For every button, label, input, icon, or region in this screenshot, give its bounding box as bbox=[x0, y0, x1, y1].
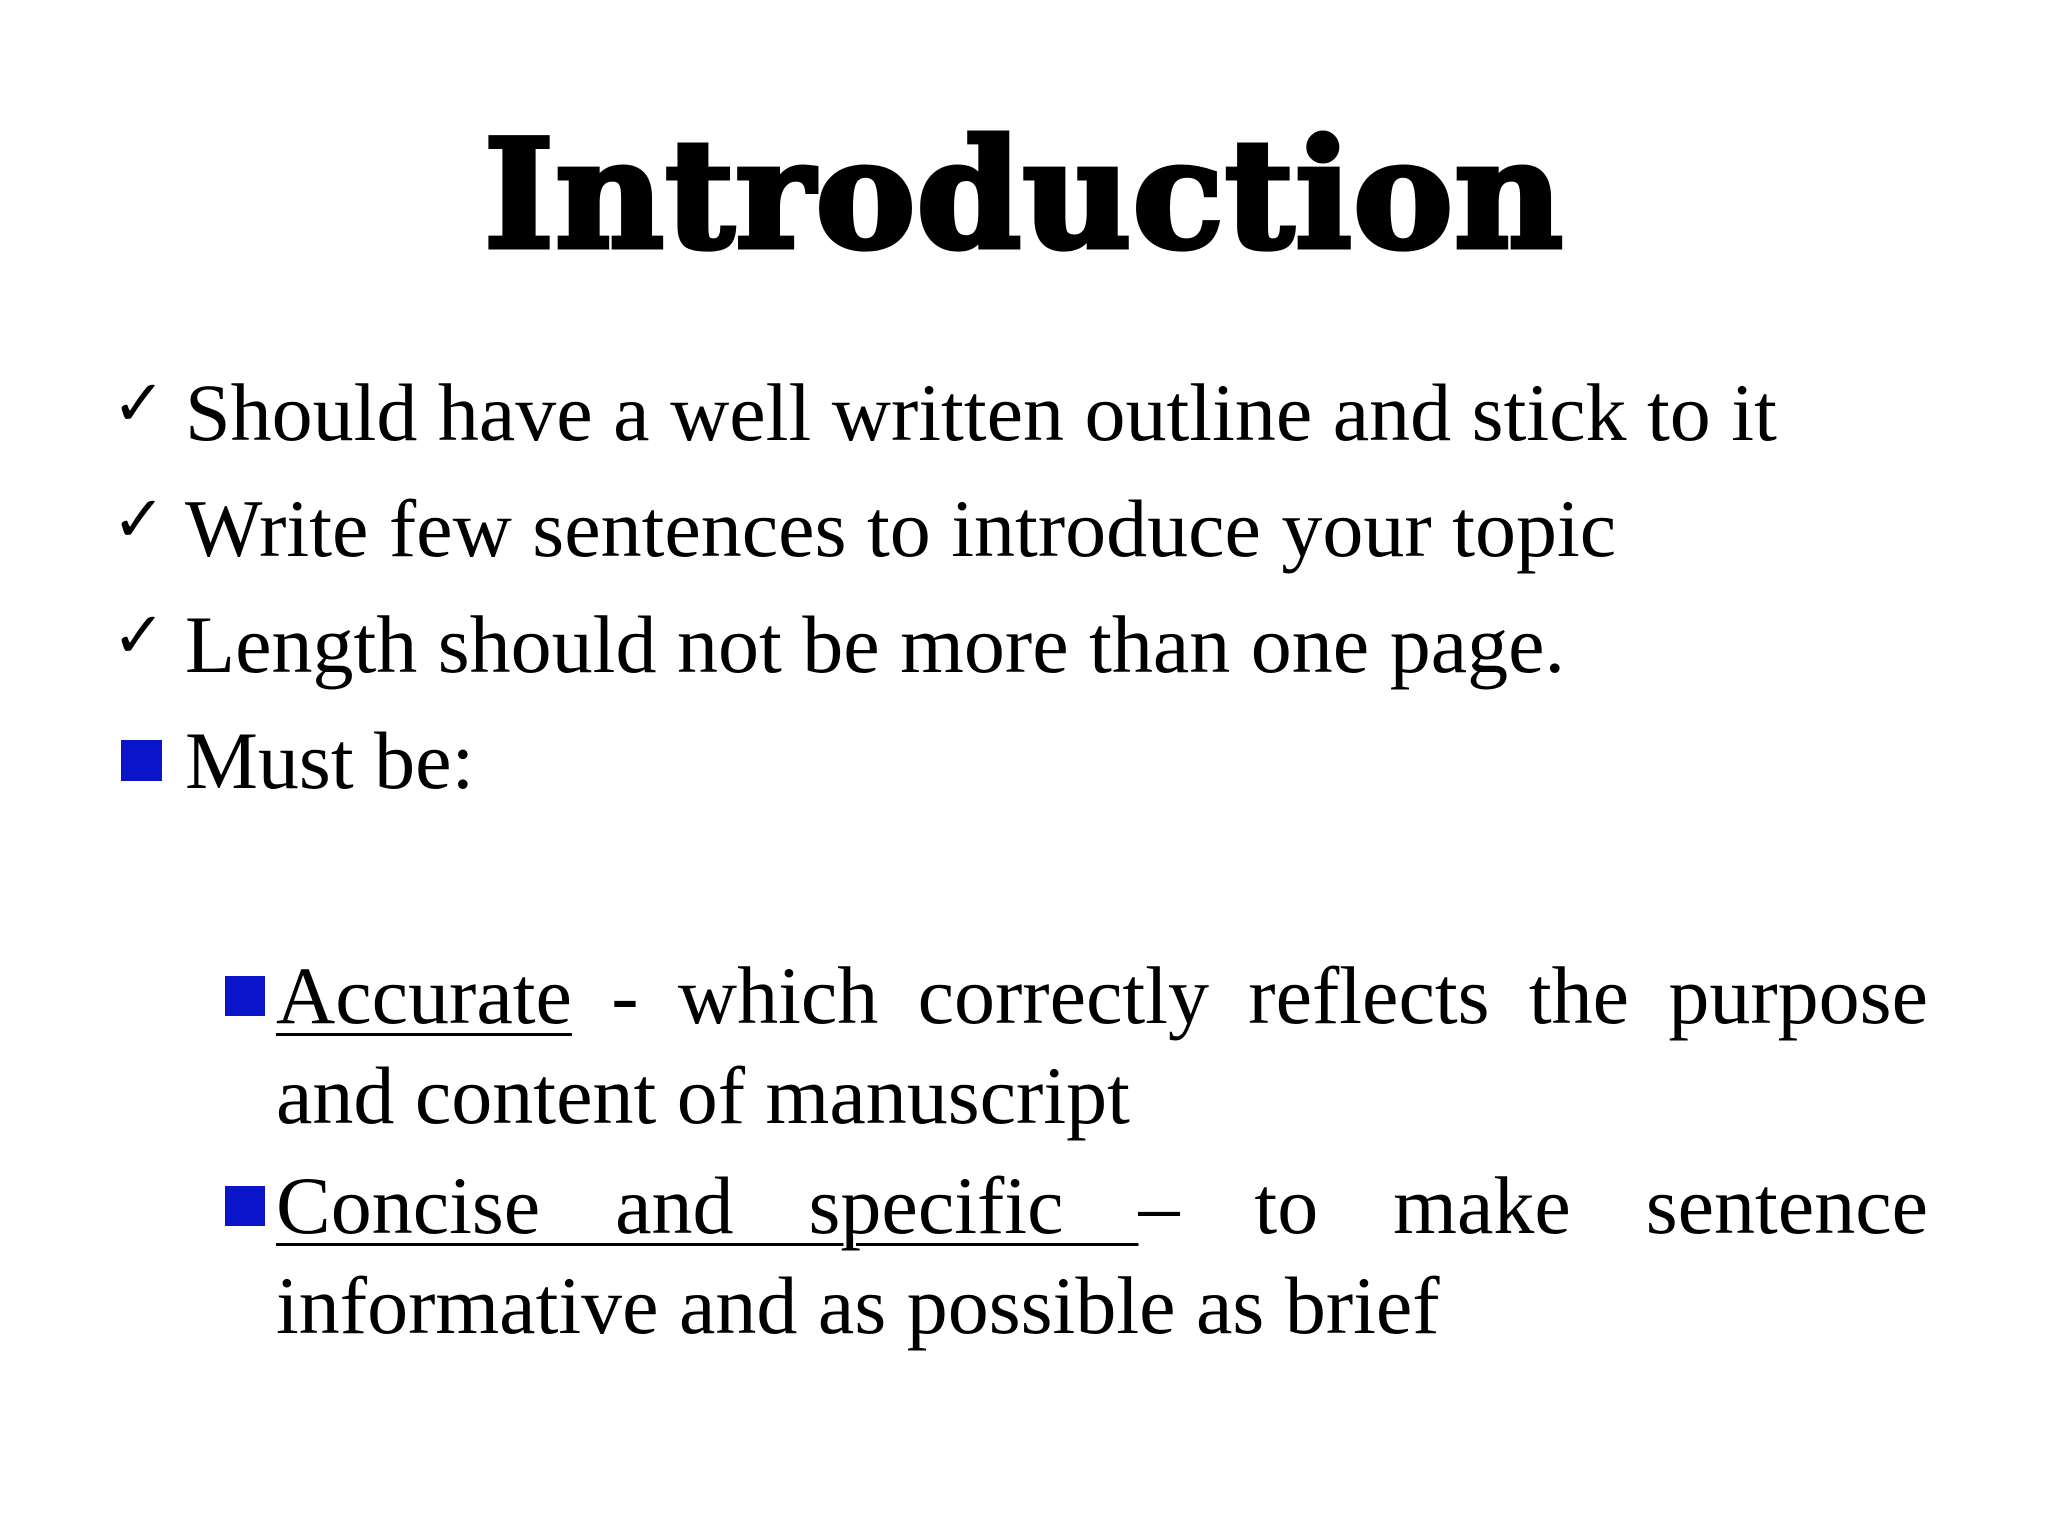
blue-square-icon bbox=[121, 740, 162, 781]
check-mark-icon: ✓ bbox=[112, 367, 166, 441]
sub-point-description: – to make sentence informative and as possible as brief bbox=[276, 1160, 1928, 1351]
sub-point-concise bbox=[276, 1156, 1928, 1356]
sub-point-term: Accurate bbox=[276, 950, 572, 1041]
sub-point-accurate bbox=[276, 946, 1928, 1146]
checklist-item-2: Write few sentences to introduce your topic bbox=[185, 483, 1617, 574]
slide-title: Introduction bbox=[483, 107, 1565, 283]
check-mark-icon: ✓ bbox=[112, 483, 166, 557]
must-be-label: Must be: bbox=[185, 715, 475, 806]
sub-point-term: Concise and specific bbox=[276, 1160, 1139, 1251]
sub-point-description: - which correctly reflects the purpose and content of manuscript bbox=[276, 950, 1928, 1141]
check-mark-icon: ✓ bbox=[112, 599, 166, 673]
blue-square-icon bbox=[225, 1186, 265, 1226]
blue-square-icon bbox=[225, 976, 265, 1016]
checklist-item-1: Should have a well written outline and stick to it bbox=[185, 367, 1777, 458]
checklist-item-3: Length should not be more than one page. bbox=[185, 599, 1565, 690]
